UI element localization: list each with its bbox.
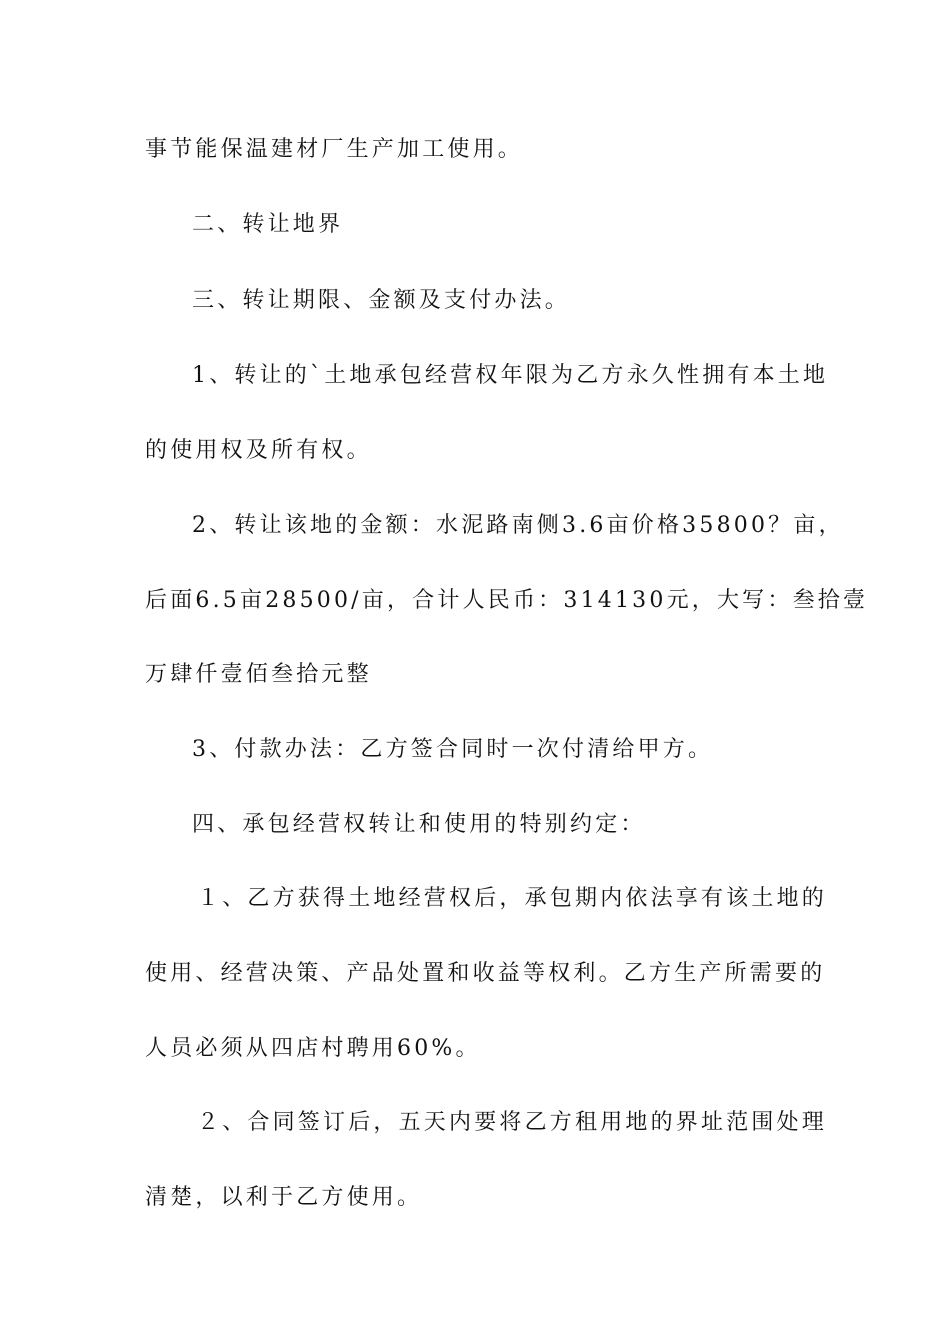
text-line: 2、转让该地的金额：水泥路南侧3.6亩价格35800？亩， [192,513,844,538]
section-heading: 二、转让地界 [192,212,344,237]
section-heading: 四、承包经营权转让和使用的特别约定： [192,812,646,837]
section-heading: 三、转让期限、金额及支付办法。 [192,288,571,313]
text-line: 3、付款办法：乙方签合同时一次付清给甲方。 [192,737,714,762]
text-line: ２、合同签订后，五天内要将乙方租用地的界址范围处理 [197,1110,828,1135]
text-line: 清楚，以利于乙方使用。 [145,1185,423,1210]
text-line: 1、转让的`土地承包经营权年限为乙方永久性拥有本土地 [192,363,829,388]
text-line: 万肆仟壹佰叁拾元整 [145,662,372,687]
text-line: 人员必须从四店村聘用60%。 [145,1036,481,1061]
text-line: 事节能保温建材厂生产加工使用。 [145,137,524,162]
text-line: 后面6.5亩28500/亩，合计人民币：314130元，大写：叁拾壹 [145,588,869,613]
text-line: １、乙方获得土地经营权后，承包期内依法享有该土地的 [197,886,828,911]
text-line: 使用、经营决策、产品处置和收益等权利。乙方生产所需要的 [145,961,826,986]
text-line: 的使用权及所有权。 [145,438,372,463]
